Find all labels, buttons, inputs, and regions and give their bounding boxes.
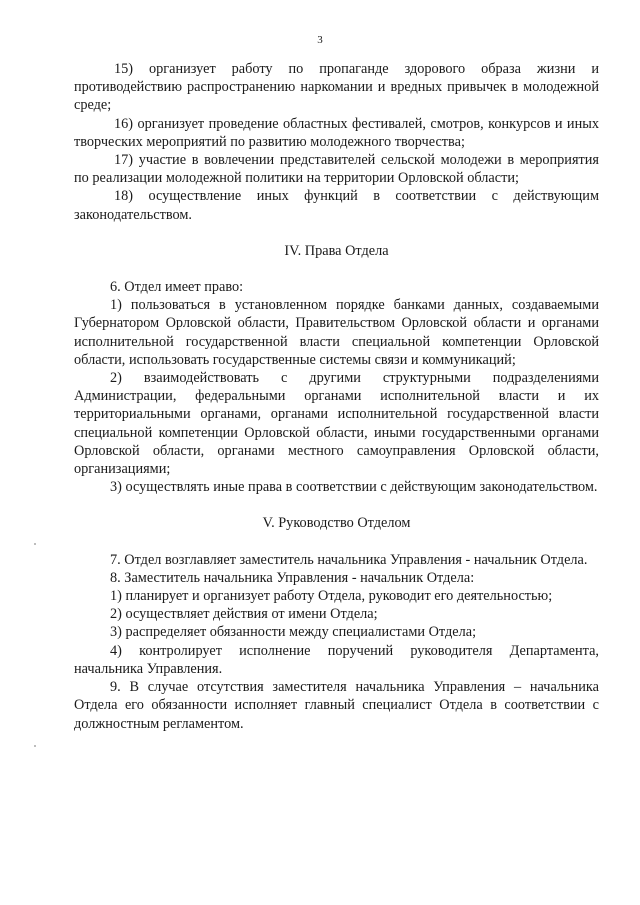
clause-8-item-2: 2) осуществляет действия от имени Отдела; (110, 606, 378, 623)
clause-8-intro: 8. Заместитель начальника Управления - начальник Отдела: (110, 569, 475, 586)
section-heading-rights: IV. Права Отдела (284, 242, 389, 259)
rights-item-3: 3) осуществлять иные права в соответствии с действующим законодательством. (110, 479, 598, 496)
margin-mark (34, 745, 36, 747)
function-item-17: 17) участие в вовлечении представителей сельской молодежи в мероприятия по реализации молодежной политики на территории Орловской области; (74, 152, 599, 187)
function-item-16: 16) организует проведение областных фестивалей, смотров, конкурсов и иных творческих мероприятий по развитию молодежного творчества; (74, 115, 599, 150)
function-item-18: 18) осуществление иных функций в соответствии с действующим законодательством. (74, 188, 599, 223)
section-heading-management: V. Руководство Отделом (262, 515, 411, 532)
clause-8-item-4: 4) контролирует исполнение поручений руководителя Департамента, начальника Управления. (74, 642, 599, 677)
margin-mark (34, 543, 36, 545)
rights-intro: 6. Отдел имеет право: (110, 279, 244, 296)
rights-item-1: 1) пользоваться в установленном порядке банками данных, создаваемыми Губернатором Орловской области, Правительством Орловской области и органами исполнительной государственной власти специальной компетенции Орловской области, использовать государственные системы связи и коммуникаций; (74, 297, 599, 368)
clause-8-item-3: 3) распределяет обязанности между специалистами Отдела; (110, 624, 477, 641)
rights-item-2: 2) взаимодействовать с другими структурными подразделениями Администрации, федеральными органами исполнительной власти и их территориальными органами, органами исполнительной государственной власти специальной компетенции Орловской области, иными государственными органами Орловской области, органами местного самоуправления Орловской области, организациями; (74, 370, 599, 478)
clause-8-item-1: 1) планирует и организует работу Отдела, руководит его деятельностью; (110, 588, 553, 605)
page-number: 3 (317, 34, 323, 46)
function-item-15: 15) организует работу по пропаганде здорового образа жизни и противодействию распространению наркомании и вредных привычек в молодежной среде; (74, 61, 599, 114)
clause-9: 9. В случае отсутствия заместителя начальника Управления – начальника Отдела его обязанности исполняет главный специалист Отдела в соответствии с должностным регламентом. (74, 679, 599, 732)
document-body (74, 60, 599, 733)
clause-7: 7. Отдел возглавляет заместитель начальника Управления - начальник Отдела. (110, 551, 588, 568)
